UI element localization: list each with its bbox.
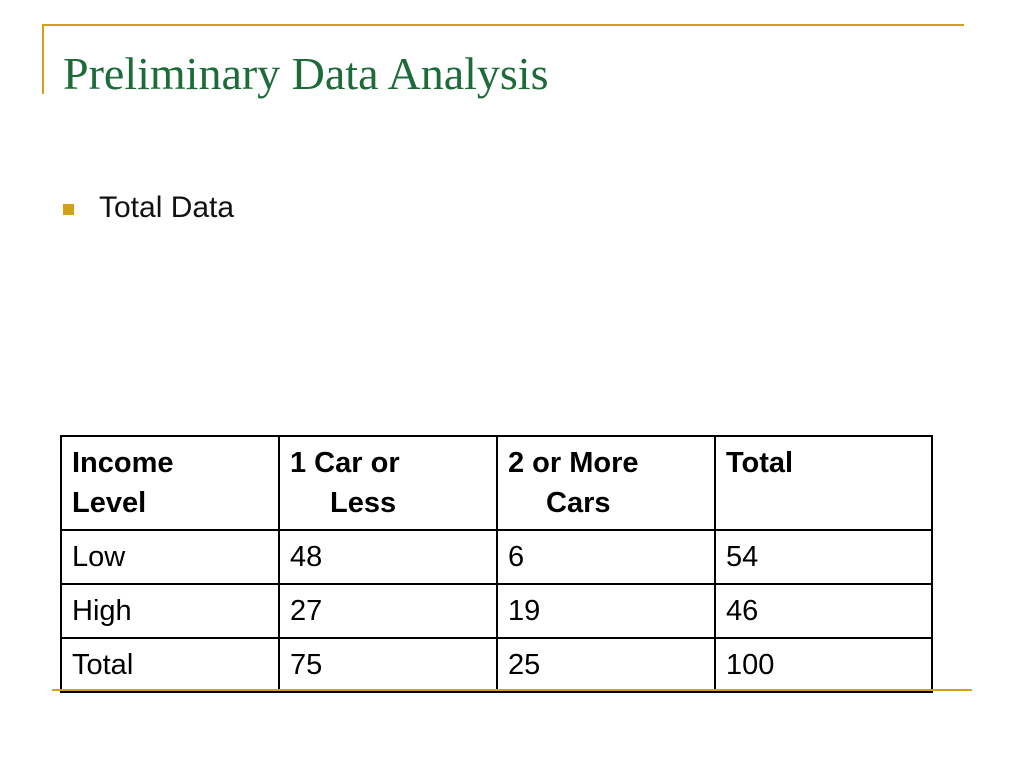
- top-rule: [42, 24, 964, 26]
- income-cars-table: [60, 435, 933, 693]
- table-row: [61, 584, 932, 638]
- table-cell: Total: [61, 638, 279, 692]
- table-cell: 27: [279, 584, 497, 638]
- left-rule: [42, 24, 44, 94]
- table-header-row: [61, 436, 932, 530]
- table-cell: 6: [497, 530, 715, 584]
- table-cell: 48: [279, 530, 497, 584]
- table-cell: Low: [61, 530, 279, 584]
- header-text: Cars: [546, 487, 611, 519]
- table-row: [61, 530, 932, 584]
- bullet-text: Total Data: [99, 191, 235, 224]
- table-cell: High: [61, 584, 279, 638]
- header-text: Less: [330, 487, 397, 519]
- header-text: Level: [72, 487, 147, 519]
- table-cell: 46: [715, 584, 932, 638]
- header-income-level: [61, 436, 279, 530]
- table-cell: 54: [715, 530, 932, 584]
- header-text: 2 or More: [508, 447, 639, 479]
- bottom-rule: [52, 689, 972, 691]
- table-cell: 100: [715, 638, 932, 692]
- table-cell: 75: [279, 638, 497, 692]
- table-row: [61, 638, 932, 692]
- square-bullet-icon: [63, 204, 74, 215]
- table-cell: 19: [497, 584, 715, 638]
- header-text: Total: [726, 447, 794, 479]
- header-two-or-more-cars: [497, 436, 715, 530]
- header-one-car-or-less: [279, 436, 497, 530]
- bullet-item: [63, 188, 234, 228]
- table-cell: 25: [497, 638, 715, 692]
- header-text: Income: [72, 447, 174, 479]
- header-total: [715, 436, 932, 530]
- slide-title: Preliminary Data Analysis: [63, 48, 549, 99]
- header-text: 1 Car or: [290, 447, 400, 479]
